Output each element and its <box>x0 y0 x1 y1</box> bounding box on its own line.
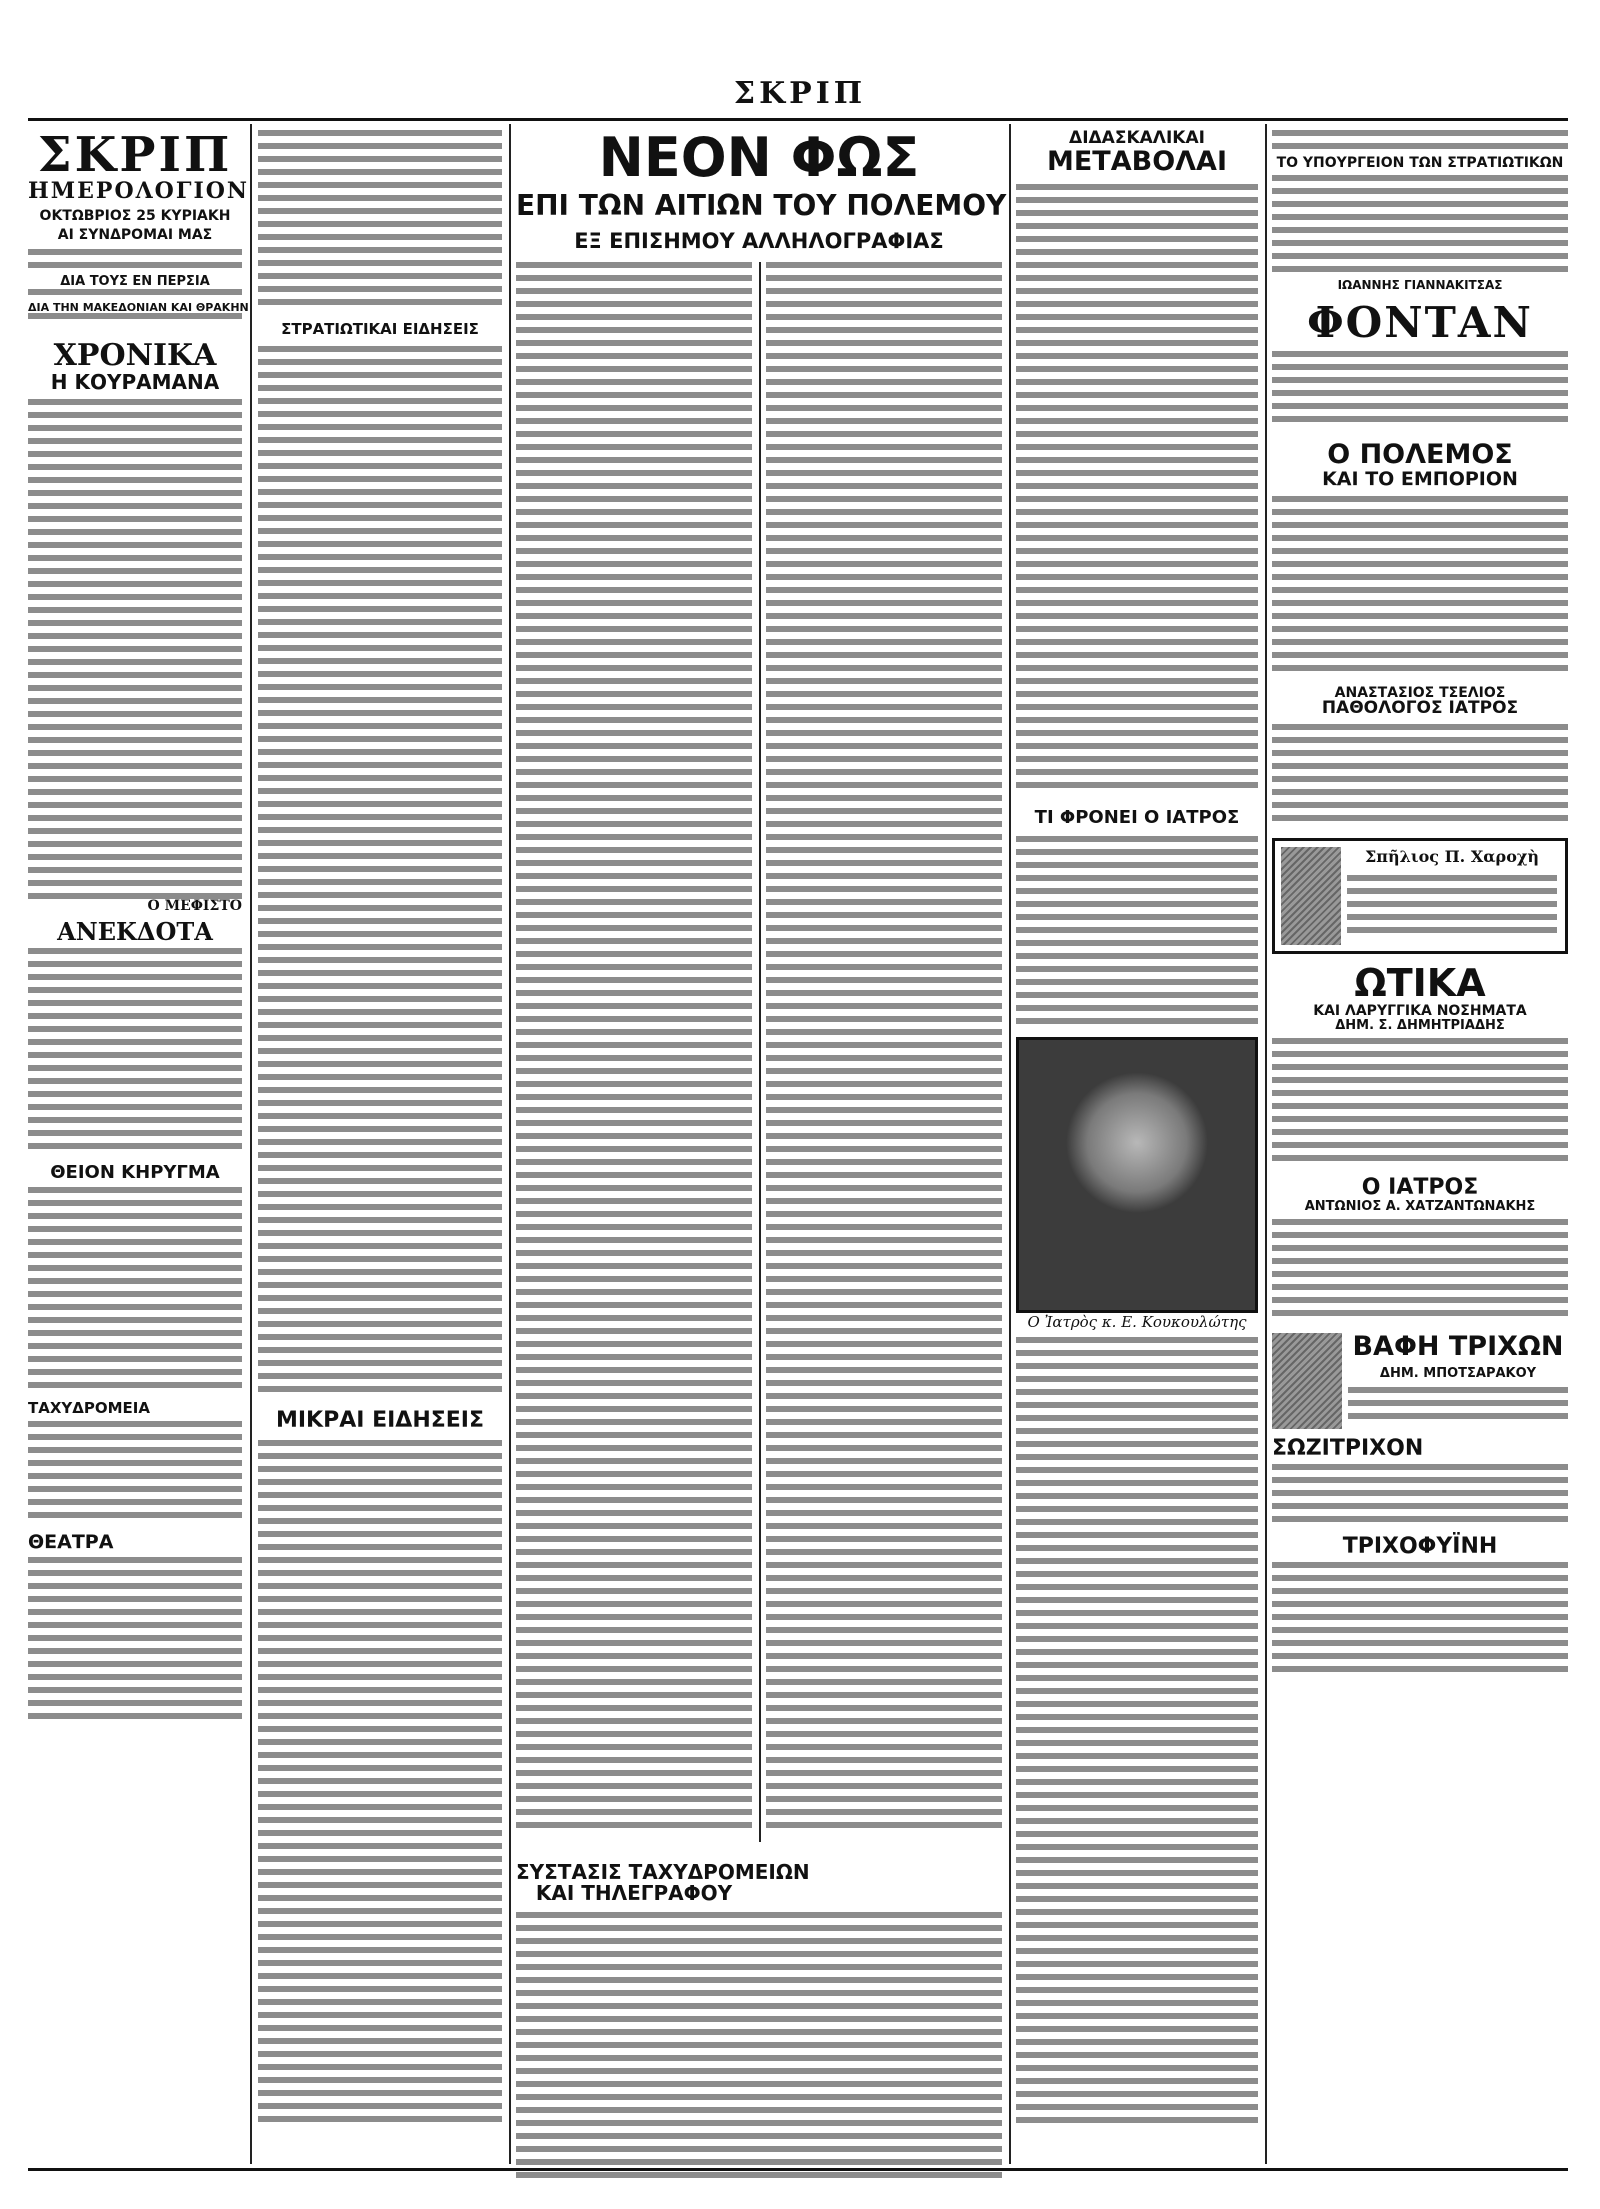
kirygma-heading: ΘΕΙΟΝ ΚΗΡΥΓΜΑ <box>50 1162 220 1184</box>
text-block <box>1272 351 1568 429</box>
column-6 <box>1272 130 1568 2164</box>
minister-name: ΙΩΑΝΝΗΣ ΓΙΑΝΝΑΚΙΤΣΑΣ <box>1337 277 1503 292</box>
text-block <box>1272 1562 1568 1679</box>
abroad-rate: ΔΙΑ ΤΟΥΣ ΕΝ ΠΕΡΣΙΑ <box>60 273 210 289</box>
column-rule <box>759 262 761 1842</box>
text-block <box>1272 1464 1568 1529</box>
polemos-heading: Ο ΠΟΛΕΜΟΣ <box>1327 439 1513 471</box>
text-block <box>1347 875 1557 940</box>
trichofyini-heading: ΤΡΙΧΟΦΥΪΝΗ <box>1342 1534 1498 1560</box>
hair-dye-ad <box>1272 1333 1568 1431</box>
doctor-portrait <box>1016 1037 1258 1313</box>
column-rule <box>250 124 252 2164</box>
footer-rule <box>28 2168 1568 2171</box>
column-rule <box>1265 124 1267 2164</box>
text-block <box>1016 836 1258 1031</box>
text-block <box>28 1557 242 1726</box>
stratiotikai-heading: ΣΤΡΑΤΙΩΤΙΚΑΙ ΕΙΔΗΣΕΙΣ <box>281 320 479 338</box>
doctor-ad-name: ΑΝΑΣΤΑΣΙΟΣ ΤΣΕΛΙΟΣ <box>1334 684 1506 701</box>
theatra-heading: ΘΕΑΤΡΑ <box>28 1531 114 1554</box>
column-2 <box>258 130 502 2164</box>
text-block <box>1272 1038 1568 1168</box>
text-block <box>1348 1387 1568 1426</box>
doctor-ad-title: ΠΑΘΟΛΟΓΟΣ ΙΑΤΡΟΣ <box>1321 698 1519 719</box>
text-block <box>258 1440 502 2129</box>
column-1 <box>28 127 250 2164</box>
sozitrichon-heading: ΣΩΖΙΤΡΙΧΟΝ <box>1272 1436 1424 1462</box>
column-rule <box>1009 124 1011 2164</box>
subscriptions-heading: ΑΙ ΣΥΝΔΡΟΜΑΙ ΜΑΣ <box>57 227 213 244</box>
lead-headline: ΝΕΟΝ ΦΩΣ <box>598 126 920 189</box>
text-block <box>1272 175 1568 279</box>
text-block <box>28 948 242 1156</box>
text-block <box>1016 1337 1258 2130</box>
text-block <box>28 1421 242 1525</box>
text-block <box>1272 130 1568 156</box>
iatros-ad-name: ΑΝΤΩΝΙΟΣ Α. ΧΑΤΖΑΝΤΩΝΑΚΗΣ <box>1304 1198 1536 1214</box>
otika-subheading: ΚΑΙ ΛΑΡΥΓΓΙΚΑ ΝΟΣΗΜΑΤΑ <box>1313 1003 1527 1020</box>
lead-kicker: ΕΞ ΕΠΙΣΗΜΟΥ ΑΛΛΗΛΟΓΡΑΦΙΑΣ <box>574 229 944 254</box>
optician-name: Σπῆλιος Π. Χαροχὴ <box>1364 847 1540 867</box>
text-block <box>28 313 242 326</box>
vafi-heading: ΒΑΦΗ ΤΡΙΧΩΝ <box>1352 1331 1564 1363</box>
masthead: ΣΚΡΙΠ <box>733 76 867 111</box>
photo-caption: Ο Ἰατρὸς κ. Ε. Κουκουλώτης <box>1027 1313 1247 1332</box>
paper-logo: ΣΚΡΙΠ <box>37 127 233 183</box>
lead-article <box>516 262 1002 1842</box>
macedonia-rate: ΔΙΑ ΤΗΝ ΜΑΚΕΔΟΝΙΑΝ ΚΑΙ ΘΡΑΚΗΝ <box>28 300 249 314</box>
text-block <box>1272 724 1568 828</box>
otika-heading: ΩΤΙΚΑ <box>1354 961 1486 1006</box>
didaskalikai-heading: ΔΙΔΑΣΚΑΛΙΚΑΙ <box>1069 128 1205 148</box>
lead-subheadline: ΕΠΙ ΤΩΝ ΑΙΤΙΩΝ ΤΟΥ ΠΟΛΕΜΟΥ <box>516 188 1007 222</box>
chronika-heading: ΧΡΟΝΙΚΑ <box>53 338 217 374</box>
emporion-heading: ΚΑΙ ΤΟ ΕΜΠΟΡΙΟΝ <box>1322 467 1518 490</box>
anekdota-heading: ΑΝΕΚΔΟΤΑ <box>57 917 213 947</box>
column-3 <box>516 126 1007 2164</box>
vafi-name: ΔΗΜ. ΜΠΟΤΣΑΡΑΚΟΥ <box>1379 1366 1537 1382</box>
text-block <box>258 346 502 1399</box>
paper-subtitle: ΗΜΕΡΟΛΟΓΙΟΝ <box>28 178 250 205</box>
mikrai-heading: ΜΙΚΡΑΙ ΕΙΔΗΣΕΙΣ <box>275 1407 485 1433</box>
issue-date: ΟΚΤΩΒΡΙΟΣ 25 ΚΥΡΙΑΚΗ <box>39 208 231 225</box>
ministry-heading: ΤΟ ΥΠΟΥΡΓΕΙΟΝ ΤΩΝ ΣΤΡΑΤΙΩΤΙΚΩΝ <box>1276 155 1564 171</box>
otika-doctor: ΔΗΜ. Σ. ΔΗΜΗΤΡΙΑΔΗΣ <box>1335 1017 1505 1033</box>
column-5 <box>1016 130 1258 2164</box>
text-block <box>1272 1219 1568 1323</box>
iatros-heading: ΤΙ ΦΡΟΝΕΙ Ο ΙΑΤΡΟΣ <box>1034 807 1240 829</box>
iatros-ad-heading: Ο ΙΑΤΡΟΣ <box>1361 1175 1479 1201</box>
eyeglasses-icon <box>1281 847 1341 945</box>
text-block <box>516 262 752 1835</box>
text-block <box>258 130 502 312</box>
column-rule <box>509 124 511 2164</box>
text-block <box>1016 184 1258 795</box>
masthead-rule <box>28 118 1568 121</box>
tachydromeia-heading: ΤΑΧΥΔΡΟΜΕΙΑ <box>28 1399 150 1418</box>
text-block <box>28 249 242 275</box>
text-block <box>1272 496 1568 678</box>
text-block <box>28 289 242 302</box>
optician-ad <box>1272 838 1568 954</box>
metavolai-heading: ΜΕΤΑΒΟΛΑΙ <box>1047 145 1227 177</box>
text-block <box>766 262 1002 1835</box>
text-block <box>28 1187 242 1395</box>
systasis-heading: ΣΥΣΤΑΣΙΣ ΤΑΧΥΔΡΟΜΕΙΩΝ <box>516 1860 810 1885</box>
portrait-icon <box>1272 1333 1342 1429</box>
article-signature: Ο ΜΕΦΙΣΤΟ <box>147 897 242 914</box>
text-block <box>516 1912 1002 2185</box>
text-block <box>28 399 242 899</box>
systasis-heading-2: ΚΑΙ ΤΗΛΕΓΡΑΦΟΥ <box>535 1881 733 1906</box>
fontan-ad-title: ΦΟΝΤΑΝ <box>1307 298 1533 348</box>
kouramana-heading: Η ΚΟΥΡΑΜΑΝΑ <box>50 369 220 394</box>
